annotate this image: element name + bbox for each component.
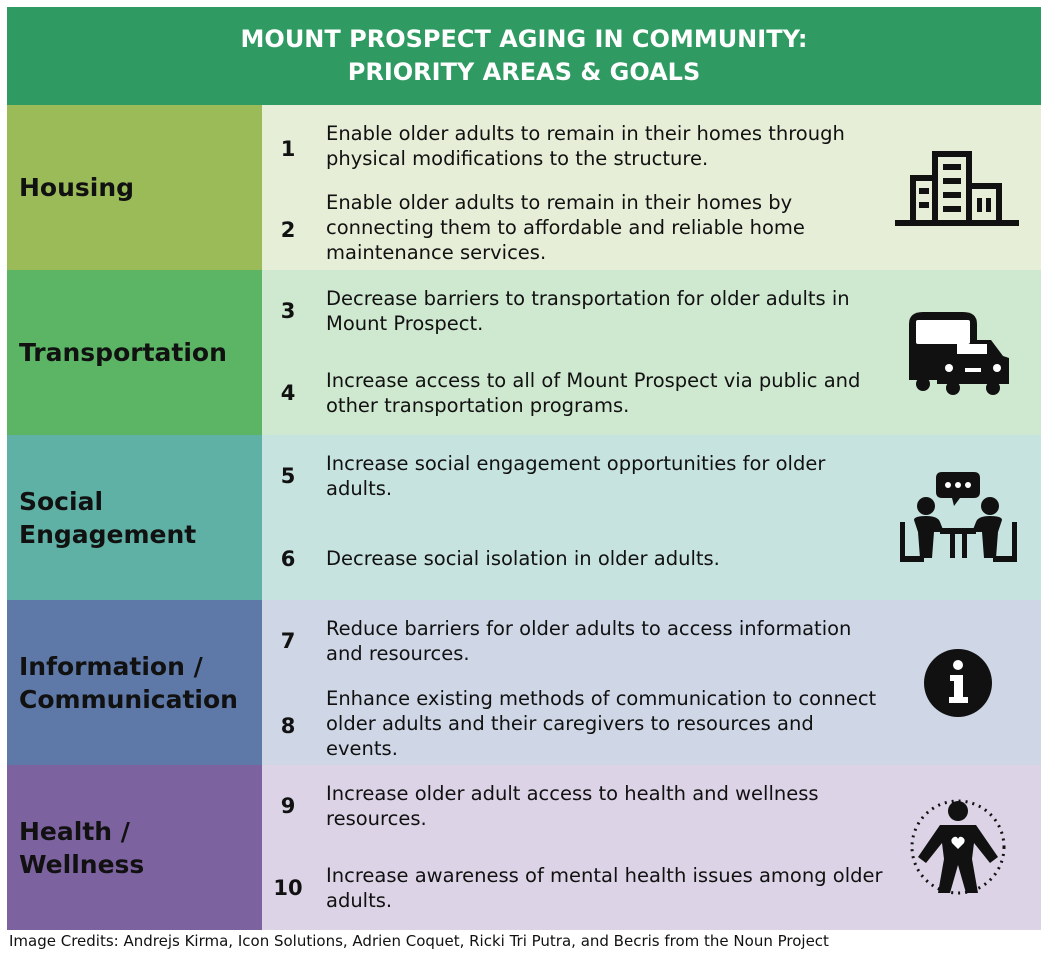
goals-housing <box>262 105 1041 270</box>
row-social-engagement <box>7 435 1041 600</box>
category-label-line: Information / <box>19 651 203 681</box>
category-housing <box>7 105 262 270</box>
goal-number: 10 <box>273 876 303 900</box>
goal-number: 5 <box>280 464 296 488</box>
category-social-engagement <box>7 435 262 600</box>
goal-number: 2 <box>280 218 296 242</box>
goals-information-communication <box>262 600 1041 765</box>
priority-areas-table <box>7 7 1041 930</box>
category-health-wellness <box>7 765 262 930</box>
people-talking-icon <box>893 468 1023 568</box>
goals-health-wellness <box>262 765 1041 930</box>
category-label-line: Transportation <box>19 338 227 367</box>
goal-text: Decrease barriers to transportation for older adults in Mount Prospect. <box>326 287 850 335</box>
row-information-communication <box>7 600 1041 765</box>
category-label-line: Communication <box>19 684 238 714</box>
goal-text: Increase social engagement opportunities for older adults. <box>326 452 826 500</box>
goal-number: 7 <box>280 629 296 653</box>
goal-text: Increase access to all of Mount Prospect via public and other transportation programs. <box>326 369 861 417</box>
goal-number: 6 <box>280 547 296 571</box>
goals-transportation <box>262 270 1041 435</box>
goal-text: Enhance existing methods of communication to connect older adults and their caregivers to resources and events. <box>326 687 877 760</box>
goal-number: 1 <box>280 137 296 161</box>
info-icon <box>893 633 1023 733</box>
category-label-line: Housing <box>19 173 135 202</box>
goal-number: 8 <box>280 714 296 738</box>
page-title <box>7 7 1041 105</box>
wellness-person-icon <box>893 798 1023 898</box>
goal-text: Enable older adults to remain in their homes through physical modifications to the structure. <box>326 122 845 170</box>
title-line-1: MOUNT PROSPECT AGING IN COMMUNITY: <box>240 25 808 53</box>
goal-text: Decrease social isolation in older adults. <box>326 547 720 570</box>
goal-text: Increase awareness of mental health issues among older adults. <box>326 864 883 912</box>
buildings-icon <box>893 138 1023 238</box>
goal-number: 9 <box>280 794 296 818</box>
row-health-wellness <box>7 765 1041 930</box>
goal-text: Enable older adults to remain in their homes by connecting them to affordable and reliable home maintenance services. <box>326 191 805 264</box>
goal-number: 3 <box>280 299 296 323</box>
category-label-line: Wellness <box>19 849 145 879</box>
category-information-communication <box>7 600 262 765</box>
category-label-line: Health / <box>19 816 130 846</box>
goal-text: Reduce barriers for older adults to access information and resources. <box>326 617 852 665</box>
title-line-2: PRIORITY AREAS & GOALS <box>347 58 701 86</box>
category-transportation <box>7 270 262 435</box>
goal-text: Increase older adult access to health and wellness resources. <box>326 782 819 830</box>
goals-social-engagement <box>262 435 1041 600</box>
row-transportation <box>7 270 1041 435</box>
category-label-line: Social <box>19 486 104 516</box>
image-credits: Image Credits: Andrejs Kirma, Icon Solutions, Adrien Coquet, Ricki Tri Putra, and Becris from the Noun Project <box>9 932 829 950</box>
row-housing <box>7 105 1041 270</box>
category-label-line: Engagement <box>19 519 197 549</box>
bus-and-car-icon <box>893 303 1023 403</box>
goal-number: 4 <box>280 381 296 405</box>
